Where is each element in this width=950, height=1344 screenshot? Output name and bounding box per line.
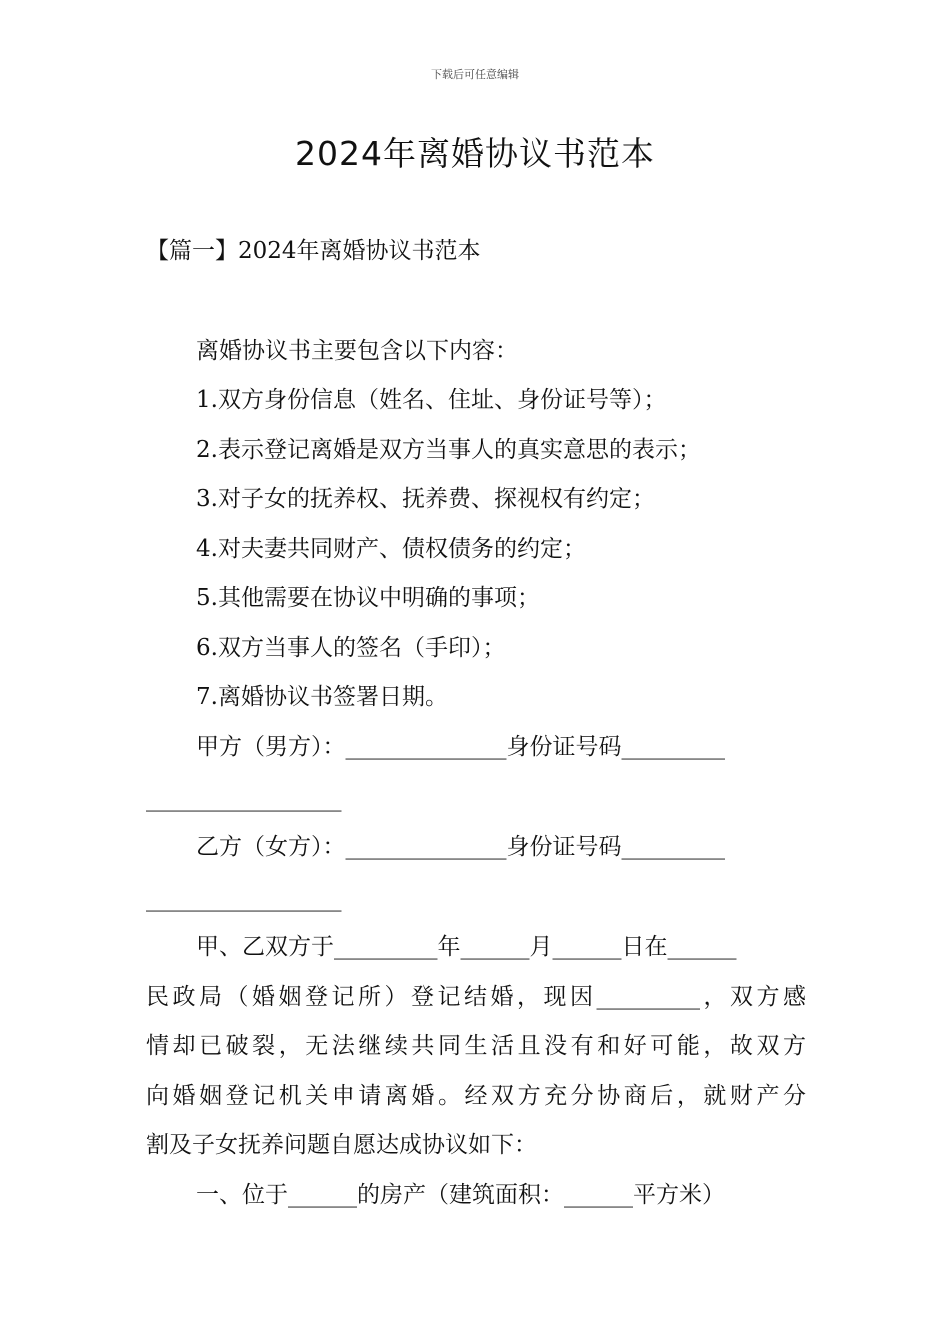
content-item-2: 2.表示登记离婚是双方当事人的真实意思的表示； bbox=[196, 437, 701, 463]
paragraph-line: 情却已破裂，无法继续共同生活且没有和好可能，故双方 bbox=[146, 1033, 806, 1059]
party-a-id-continuation: _________________ bbox=[146, 786, 342, 812]
content-item-3: 3.对子女的抚养权、抚养费、探视权有约定； bbox=[196, 486, 655, 512]
intro-line: 离婚协议书主要包含以下内容： bbox=[196, 338, 518, 364]
party-b-id-continuation: _________________ bbox=[146, 886, 342, 912]
paragraph-line: 向婚姻登记机关申请离婚。经双方充分协商后，就财产分 bbox=[146, 1083, 806, 1109]
paragraph-line: 民政局（婚姻登记所）登记结婚，现因_________，双方感 bbox=[146, 984, 806, 1010]
property-item-1: 一、位于______的房产（建筑面积：______平方米） bbox=[196, 1182, 725, 1208]
content-item-1: 1.双方身份信息（姓名、住址、身份证号等）； bbox=[196, 387, 667, 413]
content-item-4: 4.对夫妻共同财产、债权债务的约定； bbox=[196, 536, 586, 562]
party-b-line: 乙方（女方）：______________身份证号码_________ bbox=[196, 834, 725, 860]
document-title: 2024年离婚协议书范本 bbox=[295, 134, 655, 173]
paragraph-line: 甲、乙双方于_________年______月______日在______ bbox=[196, 934, 737, 960]
section-title: 【篇一】2024年离婚协议书范本 bbox=[146, 238, 481, 264]
paragraph-line: 割及子女抚养问题自愿达成协议如下： bbox=[146, 1132, 537, 1158]
party-a-line: 甲方（男方）：______________身份证号码_________ bbox=[196, 734, 725, 760]
content-item-7: 7.离婚协议书签署日期。 bbox=[196, 684, 448, 710]
content-item-5: 5.其他需要在协议中明确的事项； bbox=[196, 585, 540, 611]
header-note: 下载后可任意编辑 bbox=[431, 68, 519, 81]
content-item-6: 6.双方当事人的签名（手印）； bbox=[196, 635, 506, 661]
